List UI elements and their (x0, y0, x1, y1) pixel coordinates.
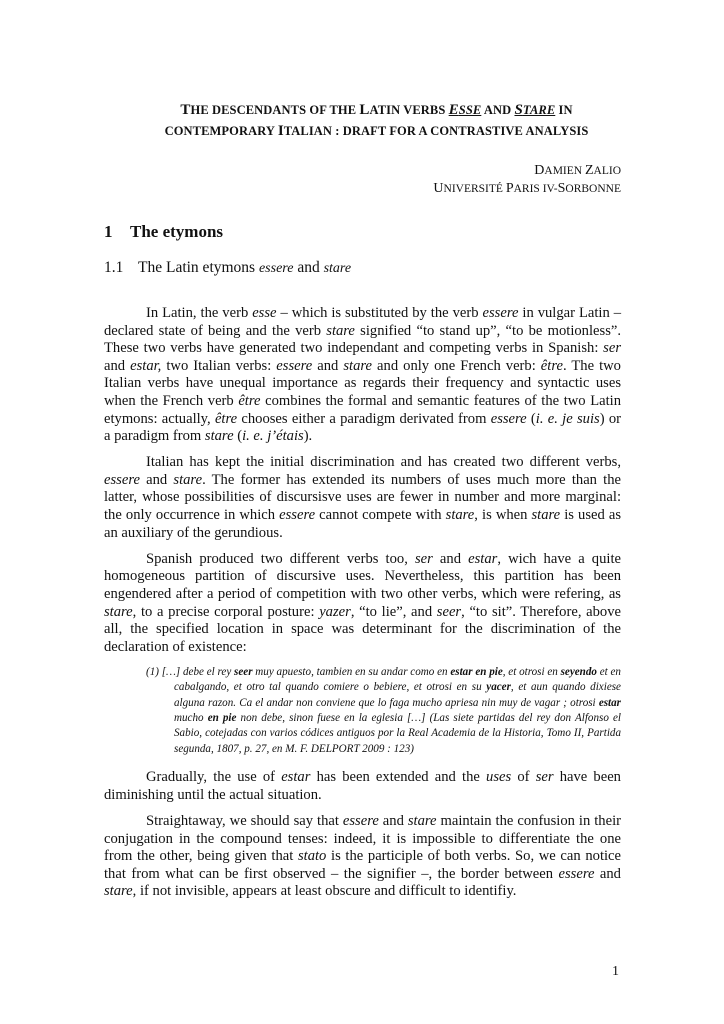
author-text: AMIEN (544, 165, 585, 177)
author-text: Z (584, 163, 594, 178)
body-text (104, 305, 621, 901)
paragraph-4: Gradually, the use of estar has been extended and the uses of ser have been diminishing until the actual situation. (104, 769, 621, 803)
author-affiliation (104, 180, 621, 198)
title-text: I (277, 123, 284, 139)
author-text: S (557, 181, 566, 196)
title-text: L (359, 102, 370, 118)
subsection-title: The Latin etymons (138, 259, 259, 276)
subsection-title: stare (323, 261, 352, 276)
subsection-title: and (293, 259, 324, 276)
subsection-number: 1.1 (104, 259, 124, 276)
title-text: E (448, 102, 459, 118)
paragraph-3: Spanish produced two different verbs too, ser and estar, wich have a quite homogeneous partition of discursive uses. Nevertheless, this partition has been engendered after a period of competition with two other verbs, which were refering, as stare, to a precise corporal posture: yazer, “to lie”, and seer, “to sit”. Therefore, above all, the specified location in space was determinant for the discrimination of the declaration of existence: (104, 550, 621, 655)
author-text: NIVERSITÉ (443, 183, 506, 195)
paper-title (118, 100, 635, 142)
title-text: CONTEMPORARY (164, 124, 278, 138)
title-text: S (514, 102, 523, 118)
author-text: ALIO (593, 165, 621, 177)
author-name (104, 162, 621, 180)
author-text: ORBONNE (565, 183, 621, 195)
section-number: 1 (104, 222, 113, 241)
title-text: SSE (458, 103, 482, 117)
title-text: AND (481, 103, 515, 117)
author-block (104, 162, 621, 198)
title-text: TARE (522, 103, 556, 117)
paragraph-5: Straightaway, we should say that essere and stare maintain the confusion in their conjugation in the compound tenses: indeed, it is impossible to differentiate the one from the other, being given that stato is the participle of both verbs. So, we can notice that from what can be first observed – the signifier –, the border between essere and stare, if not invisible, appears at least obscure and difficult to identifiy. (104, 812, 622, 900)
author-text: P (505, 181, 514, 196)
author-text: ARIS IV- (513, 183, 558, 195)
page-number: 1 (612, 964, 619, 979)
title-text: IN (555, 103, 573, 117)
paragraph-1: In Latin, the verb esse – which is substituted by the verb essere in vulgar Latin – declared state of being and the verb stare signified “to stand up”, “to be motionless”. These two verbs have generated two independant and competing verbs in Spanish: ser and estar, two Italian verbs: essere and stare and only one French verb: être. The two Italian verbs have unequal importance as regards their frequency and syntactic uses when the French verb être combines the formal and semantic features of the two Latin etymons: actually, être chooses either a paradigm derivated from essere (i. e. je suis) or a paradigm from stare (i. e. j’étais). (104, 305, 621, 445)
subsection-title: essere (258, 261, 294, 276)
title-text: ATIN VERBS (369, 103, 449, 117)
section-title: The etymons (130, 222, 224, 241)
page-body (104, 100, 621, 909)
author-text: U (433, 181, 444, 196)
title-text: TALIAN : DRAFT FOR A CONTRASTIVE ANALYSIS (283, 124, 589, 138)
author-text: D (534, 163, 545, 178)
title-text: HE DESCENDANTS OF THE (190, 103, 360, 117)
subsection-heading (104, 257, 621, 280)
section-heading (104, 220, 621, 244)
example-quote: (1) […] debe el rey seer muy apuesto, tambien en su andar como en estar en pie, et otrosi en seyendo et en cabalgando, et otro tal quando comiere o bebiere, et otrosi en su yacer, et aun quando dixiese alguna razon. Ca el andar non conviene que lo faga mucho apriesa nin muy de vagar ; otrosi estar mucho en pie non debe, sinon fuese en la eglesia […] (Las siete partidas del rey don Alfonso el Sabio, cotejadas con varios códices antiguos por la Real Academia de la Historia, Tomo II, Partida segunda, 1807, p. 27, en M. F. DELPORT 2009 : 123) (146, 665, 621, 755)
title-text: T (180, 102, 191, 118)
paragraph-2: Italian has kept the initial discrimination and has created two different verbs, essere and stare. The former has extended its numbers of uses much more than the latter, whose possibilities of discursisve uses are fewer in number and more marginal: the only occurrence in which essere cannot compete with stare, is when stare is used as an auxiliary of the gerundious. (104, 454, 622, 541)
